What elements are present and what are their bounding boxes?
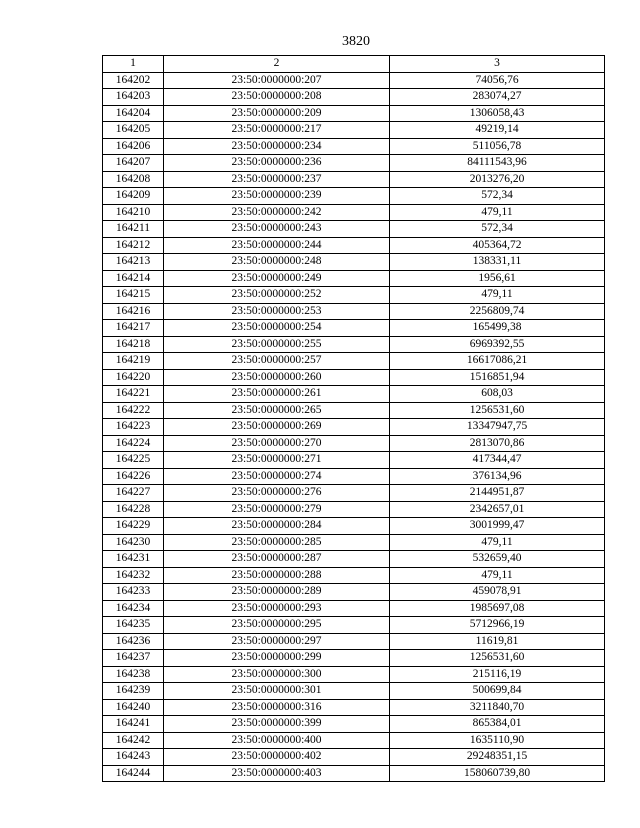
- value-cell: 13347947,75: [390, 419, 605, 436]
- value-cell: 158060739,80: [390, 765, 605, 782]
- value-cell: 1635110,90: [390, 732, 605, 749]
- row-number-cell: 164236: [103, 633, 164, 650]
- cadastral-number-cell: 23:50:0000000:316: [164, 699, 390, 716]
- value-cell: 16617086,21: [390, 353, 605, 370]
- register-table: [102, 55, 605, 782]
- row-number-cell: 164231: [103, 551, 164, 568]
- table-row: [103, 650, 605, 667]
- cadastral-number-cell: 23:50:0000000:297: [164, 633, 390, 650]
- cadastral-number-cell: 23:50:0000000:208: [164, 89, 390, 106]
- value-cell: 138331,11: [390, 254, 605, 271]
- row-number-cell: 164225: [103, 452, 164, 469]
- value-cell: 84111543,96: [390, 155, 605, 172]
- value-cell: 405364,72: [390, 237, 605, 254]
- value-cell: 2256809,74: [390, 303, 605, 320]
- cadastral-number-cell: 23:50:0000000:242: [164, 204, 390, 221]
- row-number-cell: 164207: [103, 155, 164, 172]
- table-row: [103, 138, 605, 155]
- cadastral-number-cell: 23:50:0000000:287: [164, 551, 390, 568]
- row-number-cell: 164210: [103, 204, 164, 221]
- value-cell: 215116,19: [390, 666, 605, 683]
- value-cell: 572,34: [390, 188, 605, 205]
- table-row: [103, 386, 605, 403]
- cadastral-number-cell: 23:50:0000000:403: [164, 765, 390, 782]
- cadastral-number-cell: 23:50:0000000:402: [164, 749, 390, 766]
- value-cell: 479,11: [390, 567, 605, 584]
- table-row: [103, 72, 605, 89]
- table-row: [103, 716, 605, 733]
- row-number-cell: 164229: [103, 518, 164, 535]
- row-number-cell: 164209: [103, 188, 164, 205]
- cadastral-number-cell: 23:50:0000000:255: [164, 336, 390, 353]
- value-cell: 511056,78: [390, 138, 605, 155]
- cadastral-number-cell: 23:50:0000000:295: [164, 617, 390, 634]
- value-cell: 2144951,87: [390, 485, 605, 502]
- row-number-cell: 164211: [103, 221, 164, 238]
- row-number-cell: 164241: [103, 716, 164, 733]
- page-number: 3820: [342, 34, 370, 49]
- row-number-cell: 164240: [103, 699, 164, 716]
- table-row: [103, 534, 605, 551]
- value-cell: 865384,01: [390, 716, 605, 733]
- value-cell: 6969392,55: [390, 336, 605, 353]
- cadastral-number-cell: 23:50:0000000:244: [164, 237, 390, 254]
- value-cell: 417344,47: [390, 452, 605, 469]
- row-number-cell: 164206: [103, 138, 164, 155]
- value-cell: 165499,38: [390, 320, 605, 337]
- cadastral-number-cell: 23:50:0000000:289: [164, 584, 390, 601]
- value-cell: 532659,40: [390, 551, 605, 568]
- cadastral-number-cell: 23:50:0000000:257: [164, 353, 390, 370]
- cadastral-number-cell: 23:50:0000000:243: [164, 221, 390, 238]
- value-cell: 479,11: [390, 287, 605, 304]
- row-number-cell: 164239: [103, 683, 164, 700]
- row-number-cell: 164243: [103, 749, 164, 766]
- value-cell: 1956,61: [390, 270, 605, 287]
- cadastral-number-cell: 23:50:0000000:237: [164, 171, 390, 188]
- row-number-cell: 164228: [103, 501, 164, 518]
- row-number-cell: 164220: [103, 369, 164, 386]
- table-row: [103, 402, 605, 419]
- value-cell: 3001999,47: [390, 518, 605, 535]
- value-cell: 11619,81: [390, 633, 605, 650]
- row-number-cell: 164234: [103, 600, 164, 617]
- row-number-cell: 164223: [103, 419, 164, 436]
- row-number-cell: 164233: [103, 584, 164, 601]
- cadastral-number-cell: 23:50:0000000:249: [164, 270, 390, 287]
- value-cell: 572,34: [390, 221, 605, 238]
- value-cell: 29248351,15: [390, 749, 605, 766]
- table-row: [103, 452, 605, 469]
- cadastral-number-cell: 23:50:0000000:239: [164, 188, 390, 205]
- value-cell: 1256531,60: [390, 650, 605, 667]
- table-row: [103, 155, 605, 172]
- table-row: [103, 435, 605, 452]
- row-number-cell: 164242: [103, 732, 164, 749]
- table-row: [103, 369, 605, 386]
- table-row: [103, 270, 605, 287]
- table-row: [103, 419, 605, 436]
- row-number-cell: 164224: [103, 435, 164, 452]
- row-number-cell: 164217: [103, 320, 164, 337]
- table-row: [103, 551, 605, 568]
- value-cell: 74056,76: [390, 72, 605, 89]
- table-row: [103, 171, 605, 188]
- table-row: [103, 485, 605, 502]
- column-header-2: 2: [164, 56, 390, 73]
- row-number-cell: 164222: [103, 402, 164, 419]
- row-number-cell: 164202: [103, 72, 164, 89]
- cadastral-number-cell: 23:50:0000000:265: [164, 402, 390, 419]
- cadastral-number-cell: 23:50:0000000:260: [164, 369, 390, 386]
- table-row: [103, 518, 605, 535]
- value-cell: 500699,84: [390, 683, 605, 700]
- row-number-cell: 164216: [103, 303, 164, 320]
- table-row: [103, 320, 605, 337]
- table-row: [103, 237, 605, 254]
- table-row: [103, 204, 605, 221]
- row-number-cell: 164212: [103, 237, 164, 254]
- table-row: [103, 749, 605, 766]
- cadastral-number-cell: 23:50:0000000:276: [164, 485, 390, 502]
- cadastral-number-cell: 23:50:0000000:293: [164, 600, 390, 617]
- cadastral-number-cell: 23:50:0000000:279: [164, 501, 390, 518]
- row-number-cell: 164235: [103, 617, 164, 634]
- value-cell: 1256531,60: [390, 402, 605, 419]
- value-cell: 479,11: [390, 534, 605, 551]
- value-cell: 2342657,01: [390, 501, 605, 518]
- table-row: [103, 221, 605, 238]
- table-row: [103, 765, 605, 782]
- value-cell: 608,03: [390, 386, 605, 403]
- cadastral-number-cell: 23:50:0000000:270: [164, 435, 390, 452]
- value-cell: 2013276,20: [390, 171, 605, 188]
- cadastral-number-cell: 23:50:0000000:285: [164, 534, 390, 551]
- cadastral-number-cell: 23:50:0000000:301: [164, 683, 390, 700]
- table-row: [103, 287, 605, 304]
- cadastral-number-cell: 23:50:0000000:399: [164, 716, 390, 733]
- cadastral-number-cell: 23:50:0000000:236: [164, 155, 390, 172]
- cadastral-number-cell: 23:50:0000000:248: [164, 254, 390, 271]
- row-number-cell: 164214: [103, 270, 164, 287]
- row-number-cell: 164218: [103, 336, 164, 353]
- table-row: [103, 617, 605, 634]
- cadastral-number-cell: 23:50:0000000:207: [164, 72, 390, 89]
- cadastral-number-cell: 23:50:0000000:261: [164, 386, 390, 403]
- value-cell: 3211840,70: [390, 699, 605, 716]
- value-cell: 479,11: [390, 204, 605, 221]
- row-number-cell: 164204: [103, 105, 164, 122]
- cadastral-number-cell: 23:50:0000000:299: [164, 650, 390, 667]
- cadastral-number-cell: 23:50:0000000:274: [164, 468, 390, 485]
- row-number-cell: 164215: [103, 287, 164, 304]
- cadastral-number-cell: 23:50:0000000:253: [164, 303, 390, 320]
- table-header: [103, 56, 605, 73]
- cadastral-number-cell: 23:50:0000000:284: [164, 518, 390, 535]
- row-number-cell: 164226: [103, 468, 164, 485]
- table-row: [103, 105, 605, 122]
- table-row: [103, 699, 605, 716]
- table-row: [103, 567, 605, 584]
- value-cell: 283074,27: [390, 89, 605, 106]
- cadastral-number-cell: 23:50:0000000:234: [164, 138, 390, 155]
- row-number-cell: 164208: [103, 171, 164, 188]
- value-cell: 2813070,86: [390, 435, 605, 452]
- row-number-cell: 164232: [103, 567, 164, 584]
- value-cell: 459078,91: [390, 584, 605, 601]
- value-cell: 1306058,43: [390, 105, 605, 122]
- row-number-cell: 164237: [103, 650, 164, 667]
- row-number-cell: 164203: [103, 89, 164, 106]
- table-row: [103, 122, 605, 139]
- table-row: [103, 188, 605, 205]
- table-row: [103, 501, 605, 518]
- table-row: [103, 600, 605, 617]
- row-number-cell: 164213: [103, 254, 164, 271]
- row-number-cell: 164230: [103, 534, 164, 551]
- value-cell: 49219,14: [390, 122, 605, 139]
- table-row: [103, 303, 605, 320]
- table-body: [103, 72, 605, 782]
- cadastral-number-cell: 23:50:0000000:209: [164, 105, 390, 122]
- cadastral-number-cell: 23:50:0000000:252: [164, 287, 390, 304]
- cadastral-number-cell: 23:50:0000000:254: [164, 320, 390, 337]
- table-row: [103, 666, 605, 683]
- cadastral-number-cell: 23:50:0000000:288: [164, 567, 390, 584]
- cadastral-number-cell: 23:50:0000000:300: [164, 666, 390, 683]
- value-cell: 1985697,08: [390, 600, 605, 617]
- row-number-cell: 164244: [103, 765, 164, 782]
- table-row: [103, 336, 605, 353]
- table-row: [103, 732, 605, 749]
- column-header-1: 1: [103, 56, 164, 73]
- table-row: [103, 683, 605, 700]
- table-row: [103, 468, 605, 485]
- row-number-cell: 164227: [103, 485, 164, 502]
- row-number-cell: 164238: [103, 666, 164, 683]
- row-number-cell: 164221: [103, 386, 164, 403]
- table-row: [103, 633, 605, 650]
- value-cell: 376134,96: [390, 468, 605, 485]
- row-number-cell: 164205: [103, 122, 164, 139]
- column-header-3: 3: [390, 56, 605, 73]
- value-cell: 5712966,19: [390, 617, 605, 634]
- table-row: [103, 584, 605, 601]
- value-cell: 1516851,94: [390, 369, 605, 386]
- cadastral-number-cell: 23:50:0000000:217: [164, 122, 390, 139]
- cadastral-number-cell: 23:50:0000000:400: [164, 732, 390, 749]
- cadastral-number-cell: 23:50:0000000:271: [164, 452, 390, 469]
- row-number-cell: 164219: [103, 353, 164, 370]
- header-row: [103, 56, 605, 73]
- table-row: [103, 89, 605, 106]
- table-row: [103, 254, 605, 271]
- cadastral-number-cell: 23:50:0000000:269: [164, 419, 390, 436]
- table-row: [103, 353, 605, 370]
